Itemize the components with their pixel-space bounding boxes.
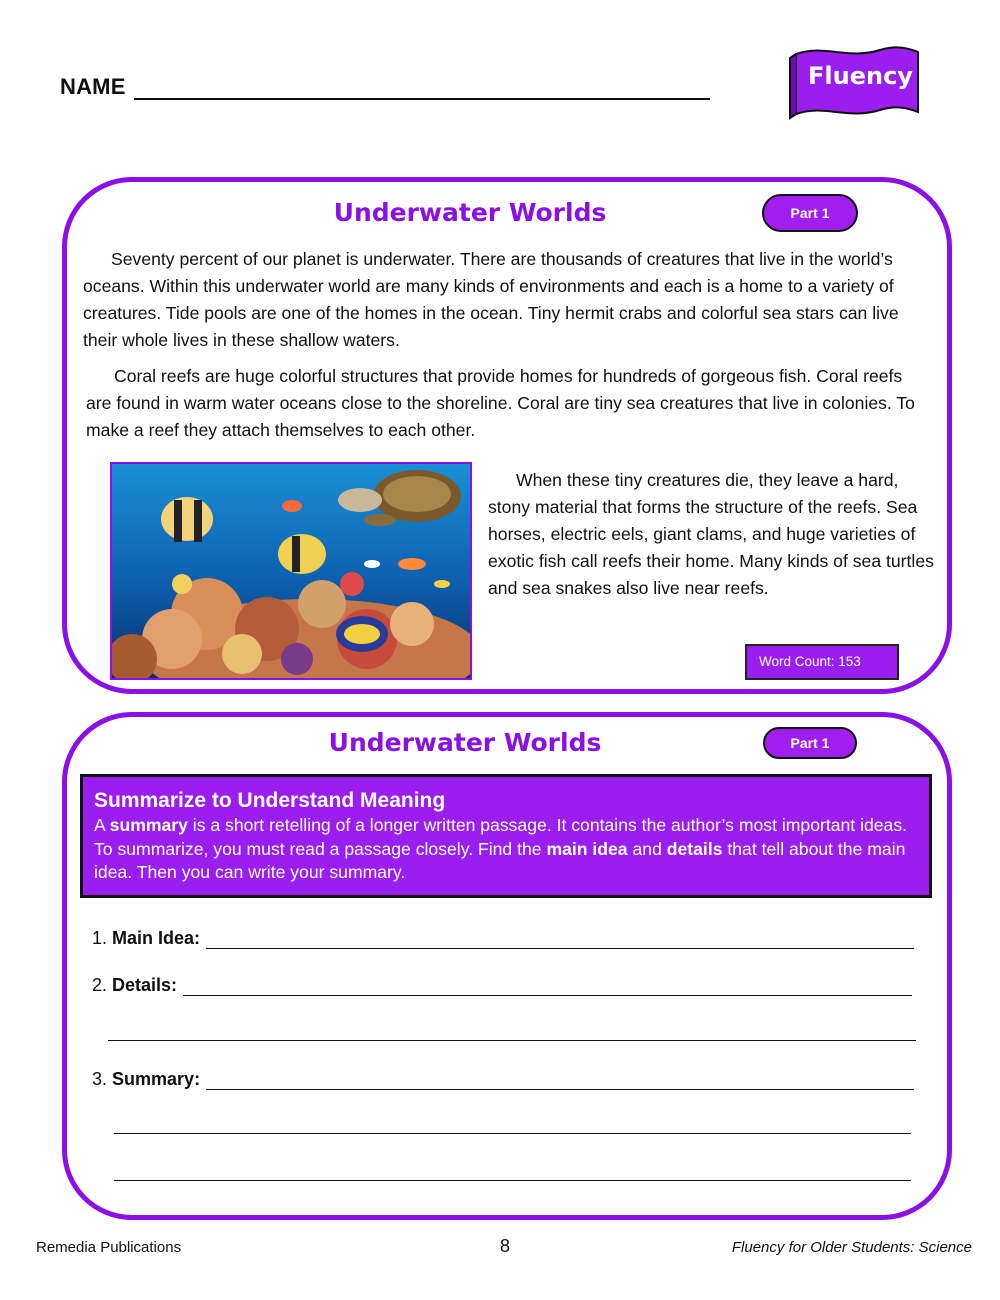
name-input-line[interactable]: [134, 76, 710, 100]
summary-answer-line-2[interactable]: [114, 1133, 911, 1134]
main-idea-question: [92, 928, 914, 949]
details-question: [92, 975, 912, 996]
name-label: NAME: [60, 74, 126, 99]
summary-answer-line[interactable]: [206, 1071, 914, 1090]
question-label: Summary:: [112, 1069, 201, 1089]
book-title: Fluency for Older Students: Science: [731, 1239, 972, 1256]
question-label: Details:: [112, 975, 178, 995]
summary-instructions-text: A summary is a short retelling of a longer written passage. It contains the author’s most important ideas. To summarize, you must read a passage closely. Find the main idea and details that tell about the main idea. Then you can write your summary.: [94, 815, 908, 882]
question-number: 2.: [92, 975, 108, 995]
passage-title: Underwater Worlds: [333, 198, 607, 227]
passage-paragraph-2: Coral reefs are huge colorful structures that provide homes for hundreds of gorgeous fish. Coral reefs are found in warm water oceans close to the shoreline. Coral are tiny sea creatures that live in colonies. To make a reef they attach themselves to each other.: [86, 366, 915, 440]
part-badge-2: Part 1: [763, 727, 857, 759]
publisher-name: Remedia Publications: [36, 1239, 182, 1256]
passage-paragraph-3: When these tiny creatures die, they leave a hard, stony material that forms the structure of the reefs. Sea horses, electric eels, giant clams, and huge varieties of exotic fish call reefs their home. Many kinds of sea turtles and sea snakes also live near reefs.: [488, 470, 934, 598]
summary-instructions-box: [80, 774, 932, 898]
main-idea-answer-line[interactable]: [206, 930, 914, 949]
word-count-box: Word Count: 153: [745, 644, 899, 680]
coral-reef-photo: [110, 462, 472, 680]
details-answer-line[interactable]: [183, 977, 912, 996]
summary-answer-line-3[interactable]: [114, 1180, 911, 1181]
fluency-banner-label: Fluency: [808, 62, 913, 90]
activity-title: Underwater Worlds: [328, 728, 602, 757]
name-row: [60, 70, 710, 100]
passage-paragraph-1: Seventy percent of our planet is underwater. There are thousands of creatures that live in the world’s oceans. Within this underwater world are many kinds of environments and each is a home to a variety of creatures. Tide pools are one of the homes in the ocean. Tiny hermit crabs and colorful sea stars can live their whole lives in these shallow waters.: [83, 249, 899, 350]
question-label: Main Idea:: [112, 928, 201, 948]
question-number: 3.: [92, 1069, 108, 1089]
summary-question: [92, 1069, 914, 1090]
details-answer-line-2[interactable]: [108, 1040, 916, 1041]
question-number: 1.: [92, 928, 108, 948]
part-badge: Part 1: [762, 194, 858, 232]
summary-heading: Summarize to Understand Meaning: [94, 789, 446, 812]
page-number: 8: [499, 1236, 510, 1256]
